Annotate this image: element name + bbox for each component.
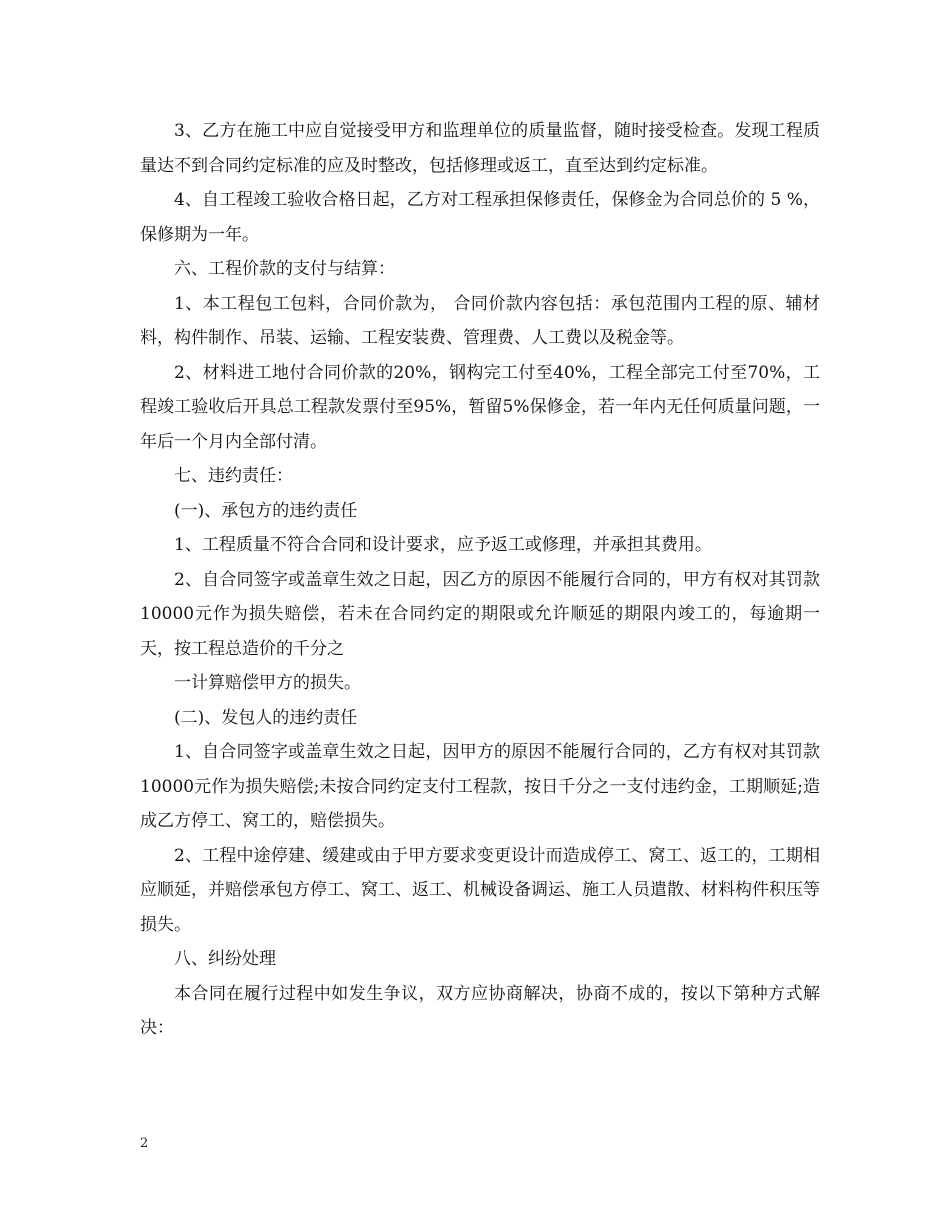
paragraph-contractor-penalty-continued: 一计算赔偿甲方的损失。 xyxy=(174,673,361,693)
paragraph-quality-supervision: 3、乙方在施工中应自觉接受甲方和监理单位的质量监督，随时接受检查。发现工程质量达不到合同约定标准的应及时整改，包括修理或返工，直至达到约定标准。 xyxy=(140,121,820,176)
paragraph-owner-penalty: 1、自合同签字或盖章生效之日起，因甲方的原因不能履行合同的，乙方有权对其罚款10000元作为损失赔偿;未按合同约定支付工程款，按日千分之一支付违约金，工期顺延;造成乙方停工、窝工的，赔偿损失。 xyxy=(140,742,820,831)
paragraph-warranty: 4、自工程竣工验收合格日起，乙方对工程承担保修责任，保修金为合同总价的 5 %，保修期为一年。 xyxy=(140,190,820,245)
section-heading-dispute: 八、纠纷处理 xyxy=(174,949,276,969)
paragraph-dispute-resolution: 本合同在履行过程中如发生争议，双方应协商解决，协商不成的，按以下第种方式解决： xyxy=(140,983,820,1038)
paragraph-payment-schedule: 2、材料进工地付合同价款的20%，钢构完工付至40%，工程全部完工付至70%，工程竣工验收后开具总工程款发票付至95%，暂留5%保修金，若一年内无任何质量问题，一年后一个月内全部付清。 xyxy=(140,362,820,452)
document-body xyxy=(140,114,820,1046)
page-number: 2 xyxy=(140,1136,149,1151)
paragraph-contract-price: 1、本工程包工包料，合同价款为， 合同价款内容包括：承包范围内工程的原、辅材料，构件制作、吊装、运输、工程安装费、管理费、人工费以及税金等。 xyxy=(140,293,820,348)
section-heading-payment: 六、工程价款的支付与结算： xyxy=(174,259,395,279)
paragraph-quality-rework: 1、工程质量不符合合同和设计要求，应予返工或修理，并承担其费用。 xyxy=(174,535,712,555)
subsection-heading-contractor-liability: (一)、承包方的违约责任 xyxy=(174,500,358,521)
section-heading-liability: 七、违约责任： xyxy=(174,466,293,486)
paragraph-contractor-penalty: 2、自合同签字或盖章生效之日起，因乙方的原因不能履行合同的，甲方有权对其罚款10000元作为损失赔偿，若未在合同约定的期限或允许顺延的期限内竣工的，每逾期一天，按工程总造价的千分之 xyxy=(140,569,820,659)
subsection-heading-owner-liability: (二)、发包人的违约责任 xyxy=(174,707,358,728)
paragraph-design-change-delay: 2、工程中途停建、缓建或由于甲方要求变更设计而造成停工、窝工、返工的，工期相应顺延，并赔偿承包方停工、窝工、返工、机械设备调运、施工人员遣散、材料构件积压等损失。 xyxy=(140,845,820,935)
